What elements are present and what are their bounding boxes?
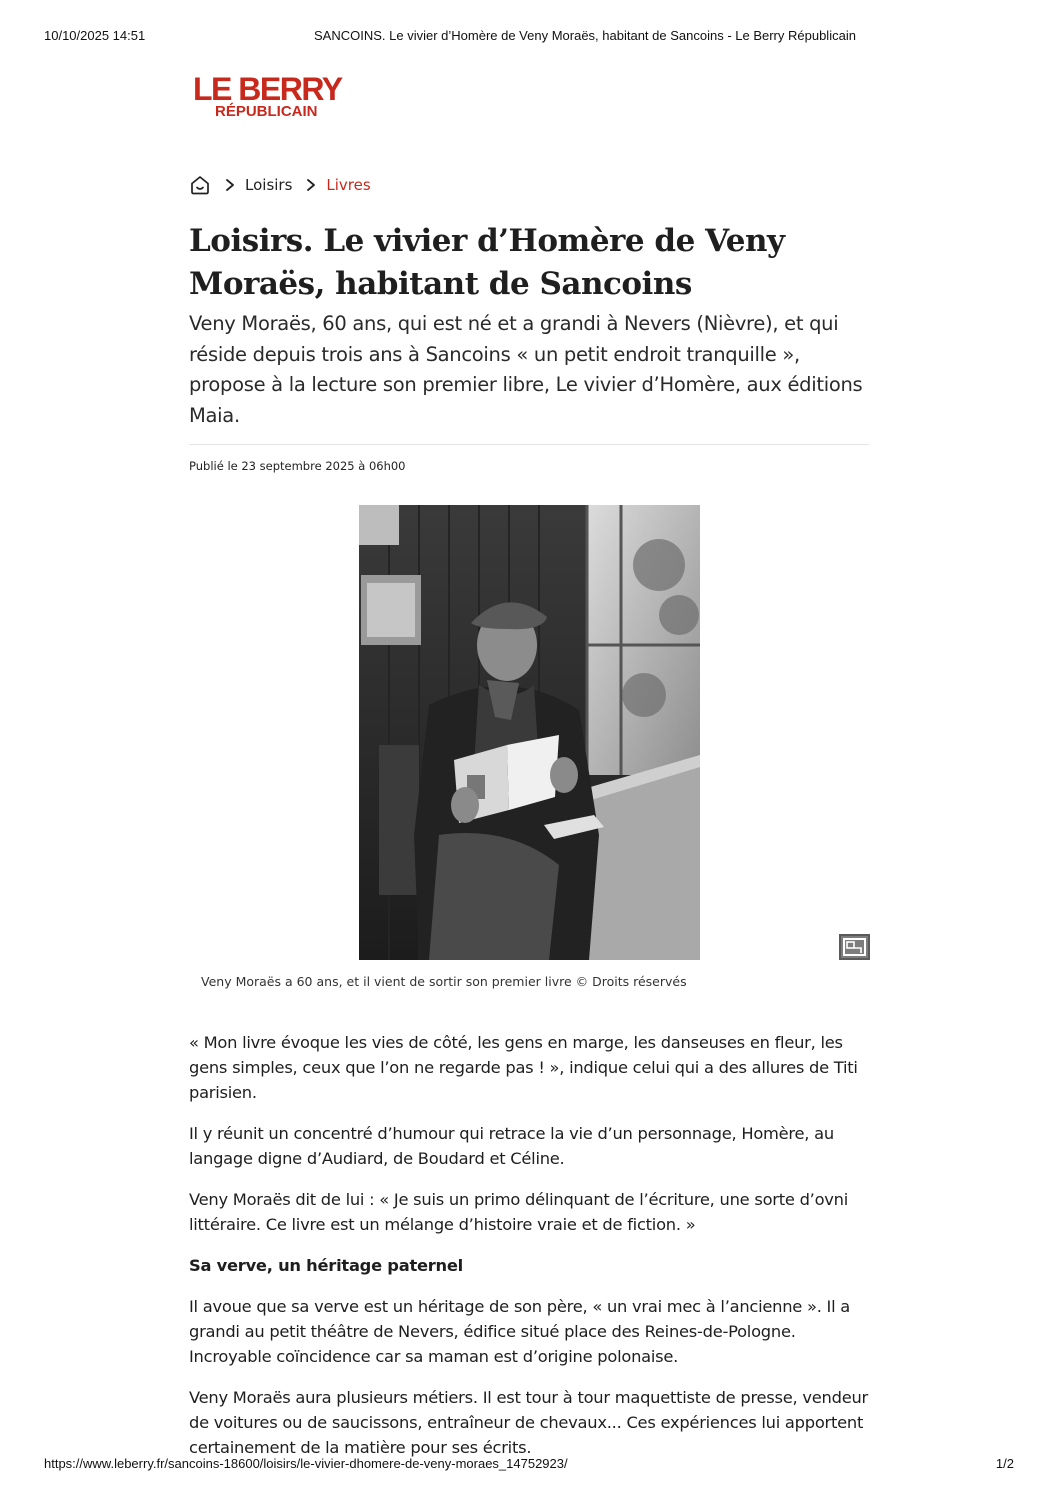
article-chapo: Veny Moraës, 60 ans, qui est né et a grandi à Nevers (Nièvre), et qui réside depuis trois ans à Sancoins « un petit endroit tranquille », propose à la lecture son premier libre, Le vivier d’Homère, aux éditions Maia. [189,312,863,427]
logo-line-2: RÉPUBLICAIN [215,103,318,120]
article-paragraph: Il y réunit un concentré d’humour qui retrace la vie d’un personnage, Homère, au langage digne d’Audiard, de Boudard et Céline. [189,1124,834,1168]
article-photo[interactable] [359,505,700,960]
page-number: 1/2 [995,1456,1014,1471]
chevron-right-icon [225,178,235,192]
home-icon[interactable] [189,174,211,196]
site-logo[interactable] [193,71,353,122]
print-footer [44,1456,1014,1472]
print-datetime: 10/10/2025 14:51 [44,28,146,43]
print-header [44,28,1014,44]
print-url: https://www.leberry.fr/sancoins-18600/loisirs/le-vivier-dhomere-de-veny-moraes_14752923/ [44,1456,568,1471]
article-paragraph: « Mon livre évoque les vies de côté, les gens en marge, les danseuses en fleur, les gens simples, ceux que l’on ne regarde pas ! », indique celui qui a des allures de Titi parisien. [189,1033,858,1102]
breadcrumb [189,172,371,198]
article-body [189,1030,879,1476]
photo-caption: Veny Moraës a 60 ans, et il vient de sortir son premier livre © Droits réservés [201,974,687,989]
logo-line-1: LE BERRY [193,71,342,107]
breadcrumb-item-livres[interactable]: Livres [326,176,371,194]
divider [189,444,869,445]
print-document-title: SANCOINS. Le vivier d’Homère de Veny Moraës, habitant de Sancoins - Le Berry Républicain [314,28,856,43]
breadcrumb-item-loisirs[interactable]: Loisirs [245,176,293,194]
article-subheading: Sa verve, un héritage paternel [189,1256,464,1275]
article-paragraph: Veny Moraës aura plusieurs métiers. Il est tour à tour maquettiste de presse, vendeur de voitures ou de saucissons, entraîneur de chevaux... Ces expériences lui apportent certainement de la matière pour ses écrits. [189,1388,868,1457]
publication-date: Publié le 23 septembre 2025 à 06h00 [189,459,406,473]
expand-image-button[interactable] [839,934,870,960]
article-paragraph: Veny Moraës dit de lui : « Je suis un primo délinquant de l’écriture, une sorte d’ovni littéraire. Ce livre est un mélange d’histoire vraie et de fiction. » [189,1190,849,1234]
article-headline: Loisirs. Le vivier d’Homère de Veny Moraës, habitant de Sancoins [189,223,785,302]
expand-icon [841,936,868,958]
chevron-right-icon [306,178,316,192]
article-paragraph: Il avoue que sa verve est un héritage de son père, « un vrai mec à l’ancienne ». Il a grandi au petit théâtre de Nevers, édifice situé place des Reines-de-Pologne. Incroyable coïncidence car sa maman est d’origine polonaise. [189,1297,851,1366]
